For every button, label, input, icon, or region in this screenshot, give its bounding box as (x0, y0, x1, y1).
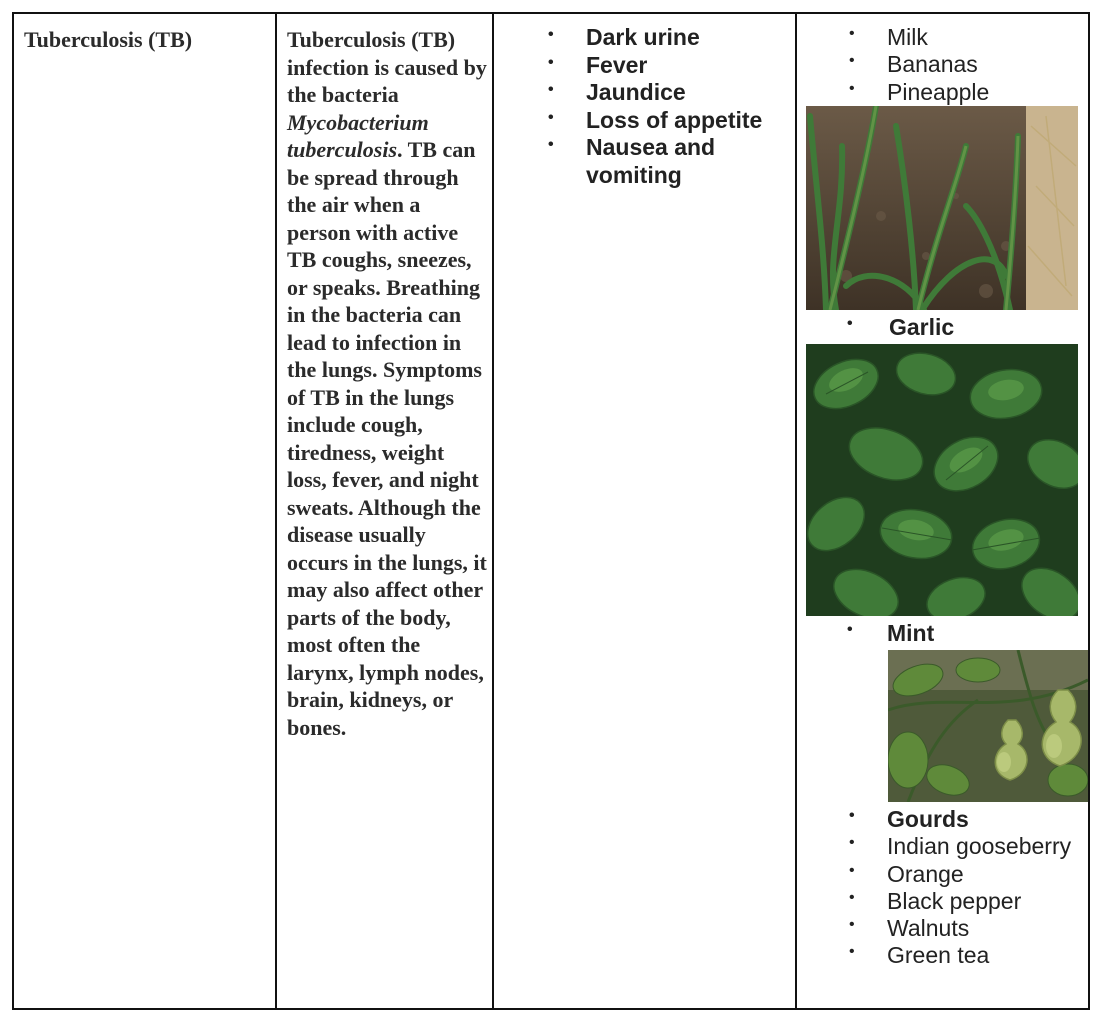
food-text: Bananas (887, 51, 978, 78)
mint-label-list (847, 620, 1077, 647)
bullet-icon: • (847, 621, 853, 638)
food-text: Indian gooseberry (887, 833, 1072, 860)
bullet-icon: • (548, 53, 554, 71)
food-text: Garlic (889, 314, 955, 340)
list-item (847, 620, 1077, 647)
garlic-label-list (847, 314, 1077, 341)
list-item (849, 915, 1079, 942)
description-text-continued: . TB can be spread through the air when a person with active TB coughs, sneezes, or speaks. Breathing in the bacteria can lead to infection in the lungs. Symptoms of TB in the lungs include cough, tiredness, weight loss, fever, and night sweats. Although the disease usually occurs in the lungs, it may also affect other parts of the body, most often the larynx, lymph nodes, brain, kidneys, or bones. (287, 137, 487, 740)
food-text: Mint (887, 620, 935, 646)
symptom-text: Nausea and vomiting (586, 134, 716, 188)
symptoms-cell (494, 14, 795, 1008)
list-item (849, 833, 1079, 860)
foods-list-top (849, 24, 1079, 106)
bullet-icon: • (548, 26, 554, 43)
bullet-icon: • (849, 25, 855, 42)
garlic-photo (806, 106, 1078, 310)
list-item (849, 861, 1079, 888)
bullet-icon: • (548, 136, 554, 153)
food-text: Black pepper (887, 887, 1022, 914)
list-item (849, 79, 1079, 106)
bullet-icon: • (849, 861, 855, 879)
symptoms-list (548, 24, 788, 189)
disease-cell (14, 14, 275, 1008)
bullet-icon: • (849, 943, 855, 961)
list-item (849, 888, 1079, 915)
food-text: Walnuts (887, 915, 970, 942)
list-item (849, 942, 1079, 969)
gourds-photo (888, 650, 1088, 802)
food-text: Green tea (887, 942, 990, 969)
bullet-icon: • (548, 81, 554, 98)
bullet-icon: • (849, 888, 855, 906)
bullet-icon: • (847, 315, 853, 332)
list-item (548, 107, 788, 135)
symptom-text: Jaundice (586, 79, 686, 105)
disease-description (287, 26, 487, 741)
mint-photo (806, 344, 1078, 616)
list-item (548, 24, 788, 52)
list-item (548, 134, 788, 189)
disease-table (12, 12, 1090, 1010)
bullet-icon: • (849, 79, 855, 97)
list-item (548, 52, 788, 80)
foods-list-bottom (849, 806, 1079, 970)
list-item (849, 51, 1079, 78)
food-text: Milk (887, 24, 928, 50)
bullet-icon: • (849, 834, 855, 852)
bullet-icon: • (548, 108, 554, 126)
food-text: Pineapple (887, 78, 990, 105)
list-item (847, 314, 1077, 341)
bullet-icon: • (849, 52, 855, 70)
list-item (548, 79, 788, 107)
list-item (849, 24, 1079, 51)
disease-name: Tuberculosis (TB) (24, 27, 193, 52)
symptom-text: Loss of appetite (586, 106, 763, 133)
food-text: Orange (887, 860, 964, 887)
bullet-icon: • (849, 916, 855, 934)
symptom-text: Dark urine (586, 24, 700, 50)
bacteria-name: Mycobacterium tuberculosis (287, 109, 429, 162)
description-cell (277, 14, 492, 1008)
bullet-icon: • (849, 807, 855, 824)
food-text: Gourds (887, 806, 969, 832)
symptom-text: Fever (586, 51, 648, 78)
description-text: Tuberculosis (TB) infection is caused by the bacteria (287, 27, 487, 107)
list-item (849, 806, 1079, 833)
foods-cell (797, 14, 1090, 1008)
